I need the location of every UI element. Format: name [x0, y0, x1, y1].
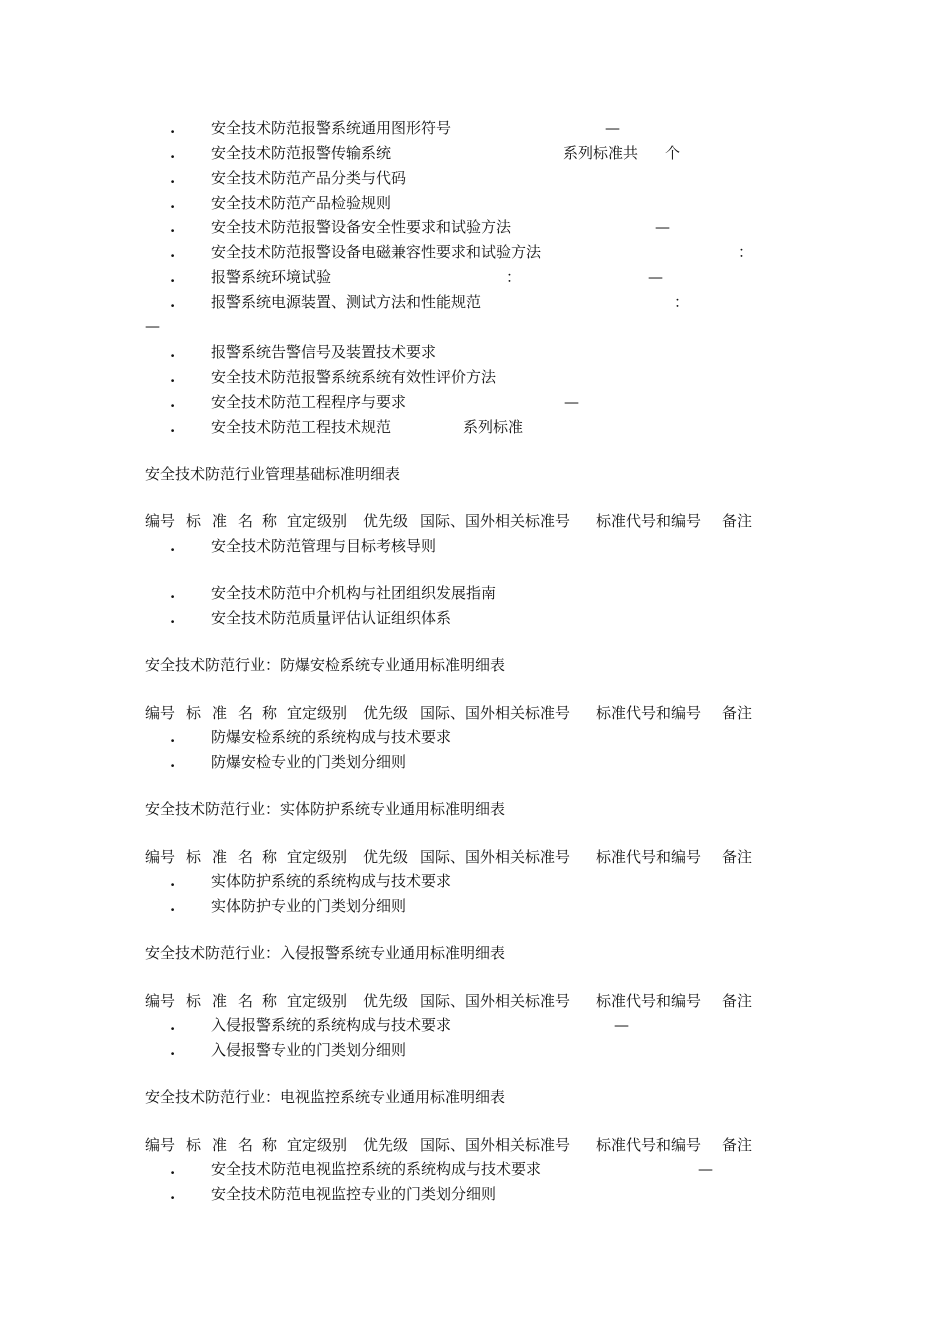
section-title: 安全技术防范行业：入侵报警系统专业通用标准明细表 [145, 944, 506, 962]
list-item [0, 315, 950, 337]
column-header: 标准代号和编号 [596, 512, 702, 530]
column-header: 准 [212, 992, 228, 1010]
item-number: . [170, 169, 176, 187]
item-name: 入侵报警专业的门类划分细则 [211, 1041, 407, 1059]
column-header: 标 [186, 512, 202, 530]
section-title: 安全技术防范行业：防爆安检系统专业通用标准明细表 [145, 656, 506, 674]
item-extra-text: ： [738, 243, 754, 261]
item-number: . [170, 537, 176, 555]
list-item [0, 192, 950, 214]
column-header: 宜定级别 [287, 704, 348, 722]
column-header: 国际、国外相关标准号 [420, 848, 571, 866]
column-header: 备注 [722, 512, 753, 530]
item-number: . [170, 1041, 176, 1059]
list-item [0, 870, 950, 892]
item-number: . [170, 584, 176, 602]
column-header: 名 [238, 848, 254, 866]
item-extra-text: — [145, 317, 160, 335]
item-extra-text: — [655, 218, 670, 236]
column-header: 宜定级别 [287, 1136, 348, 1154]
list-item [0, 167, 950, 189]
table-header [0, 990, 950, 1012]
column-header: 优先级 [363, 992, 409, 1010]
item-number: . [170, 1016, 176, 1034]
item-number: . [170, 119, 176, 137]
item-extra-text: — [564, 393, 579, 411]
column-header: 标准代号和编号 [596, 1136, 702, 1154]
list-item [0, 117, 950, 139]
item-name: 安全技术防范工程程序与要求 [211, 393, 407, 411]
list-item [0, 416, 950, 438]
column-header: 宜定级别 [287, 512, 348, 530]
item-number: . [170, 897, 176, 915]
item-name: 防爆安检系统的系统构成与技术要求 [211, 728, 452, 746]
item-name: 防爆安检专业的门类划分细则 [211, 753, 407, 771]
column-header: 优先级 [363, 1136, 409, 1154]
section-title: 安全技术防范行业管理基础标准明细表 [145, 465, 401, 483]
item-name: 安全技术防范质量评估认证组织体系 [211, 609, 452, 627]
section-title: 安全技术防范行业：实体防护系统专业通用标准明细表 [145, 800, 506, 818]
list-item [0, 1158, 950, 1180]
column-header: 称 [262, 1136, 278, 1154]
item-extra-text: — [648, 268, 663, 286]
item-extra-text: 个 [665, 144, 681, 162]
item-number: . [170, 368, 176, 386]
list-item [0, 216, 950, 238]
list-item [0, 291, 950, 313]
column-header: 标 [186, 704, 202, 722]
table-header [0, 1134, 950, 1156]
item-name: 安全技术防范电视监控专业的门类划分细则 [211, 1185, 497, 1203]
item-name: 实体防护系统的系统构成与技术要求 [211, 872, 452, 890]
list-item [0, 142, 950, 164]
column-header: 备注 [722, 848, 753, 866]
column-header: 称 [262, 512, 278, 530]
column-header: 编号 [145, 848, 176, 866]
column-header: 名 [238, 992, 254, 1010]
column-header: 标准代号和编号 [596, 992, 702, 1010]
item-name: 入侵报警系统的系统构成与技术要求 [211, 1016, 452, 1034]
list-item [0, 607, 950, 629]
list-item [0, 582, 950, 604]
item-name: 安全技术防范报警系统通用图形符号 [211, 119, 452, 137]
item-number: . [170, 872, 176, 890]
list-item [0, 266, 950, 288]
column-header: 国际、国外相关标准号 [420, 512, 571, 530]
section-title: 安全技术防范行业：电视监控系统专业通用标准明细表 [145, 1088, 506, 1106]
column-header: 优先级 [363, 704, 409, 722]
list-item [0, 366, 950, 388]
column-header: 标准代号和编号 [596, 704, 702, 722]
list-item [0, 1014, 950, 1036]
item-number: . [170, 728, 176, 746]
list-item [0, 391, 950, 413]
table-header [0, 702, 950, 724]
item-name: 实体防护专业的门类划分细则 [211, 897, 407, 915]
list-item [0, 241, 950, 263]
item-number: . [170, 194, 176, 212]
item-number: . [170, 293, 176, 311]
column-header: 国际、国外相关标准号 [420, 1136, 571, 1154]
column-header: 编号 [145, 992, 176, 1010]
list-item [0, 535, 950, 557]
item-name: 安全技术防范报警设备电磁兼容性要求和试验方法 [211, 243, 542, 261]
column-header: 国际、国外相关标准号 [420, 704, 571, 722]
list-item [0, 751, 950, 773]
item-name: 报警系统环境试验 [211, 268, 332, 286]
column-header: 名 [238, 1136, 254, 1154]
item-name: 安全技术防范产品检验规则 [211, 194, 392, 212]
list-item [0, 341, 950, 363]
item-number: . [170, 609, 176, 627]
column-header: 准 [212, 512, 228, 530]
item-number: . [170, 144, 176, 162]
item-extra-text: 系列标准共 [563, 144, 639, 162]
item-name: 报警系统电源装置、测试方法和性能规范 [211, 293, 482, 311]
column-header: 标 [186, 992, 202, 1010]
item-number: . [170, 268, 176, 286]
item-extra-text: — [698, 1160, 713, 1178]
list-item [0, 1183, 950, 1205]
column-header: 优先级 [363, 848, 409, 866]
item-extra-text: — [605, 119, 620, 137]
item-name: 安全技术防范报警设备安全性要求和试验方法 [211, 218, 512, 236]
column-header: 称 [262, 704, 278, 722]
column-header: 宜定级别 [287, 848, 348, 866]
column-header: 备注 [722, 992, 753, 1010]
item-extra-text: 系列标准 [463, 418, 524, 436]
column-header: 准 [212, 704, 228, 722]
list-item [0, 1039, 950, 1061]
item-extra-text: — [614, 1016, 629, 1034]
item-name: 安全技术防范管理与目标考核导则 [211, 537, 437, 555]
column-header: 称 [262, 848, 278, 866]
column-header: 标准代号和编号 [596, 848, 702, 866]
item-number: . [170, 343, 176, 361]
item-number: . [170, 393, 176, 411]
item-number: . [170, 1160, 176, 1178]
column-header: 编号 [145, 704, 176, 722]
item-name: 安全技术防范报警系统系统有效性评价方法 [211, 368, 497, 386]
item-name: 安全技术防范报警传输系统 [211, 144, 392, 162]
column-header: 名 [238, 704, 254, 722]
list-item [0, 726, 950, 748]
column-header: 备注 [722, 704, 753, 722]
list-item [0, 895, 950, 917]
column-header: 准 [212, 848, 228, 866]
item-name: 安全技术防范工程技术规范 [211, 418, 392, 436]
column-header: 称 [262, 992, 278, 1010]
item-number: . [170, 218, 176, 236]
column-header: 国际、国外相关标准号 [420, 992, 571, 1010]
item-name: 安全技术防范电视监控系统的系统构成与技术要求 [211, 1160, 542, 1178]
item-name: 安全技术防范产品分类与代码 [211, 169, 407, 187]
item-number: . [170, 243, 176, 261]
item-extra-text: ： [506, 268, 522, 286]
column-header: 准 [212, 1136, 228, 1154]
column-header: 名 [238, 512, 254, 530]
item-number: . [170, 1185, 176, 1203]
item-number: . [170, 418, 176, 436]
item-name: 安全技术防范中介机构与社团组织发展指南 [211, 584, 497, 602]
item-name: 报警系统告警信号及装置技术要求 [211, 343, 437, 361]
item-number: . [170, 753, 176, 771]
item-extra-text: ： [674, 293, 690, 311]
column-header: 编号 [145, 512, 176, 530]
column-header: 备注 [722, 1136, 753, 1154]
column-header: 标 [186, 1136, 202, 1154]
column-header: 优先级 [363, 512, 409, 530]
column-header: 宜定级别 [287, 992, 348, 1010]
column-header: 编号 [145, 1136, 176, 1154]
column-header: 标 [186, 848, 202, 866]
table-header [0, 846, 950, 868]
table-header [0, 510, 950, 532]
